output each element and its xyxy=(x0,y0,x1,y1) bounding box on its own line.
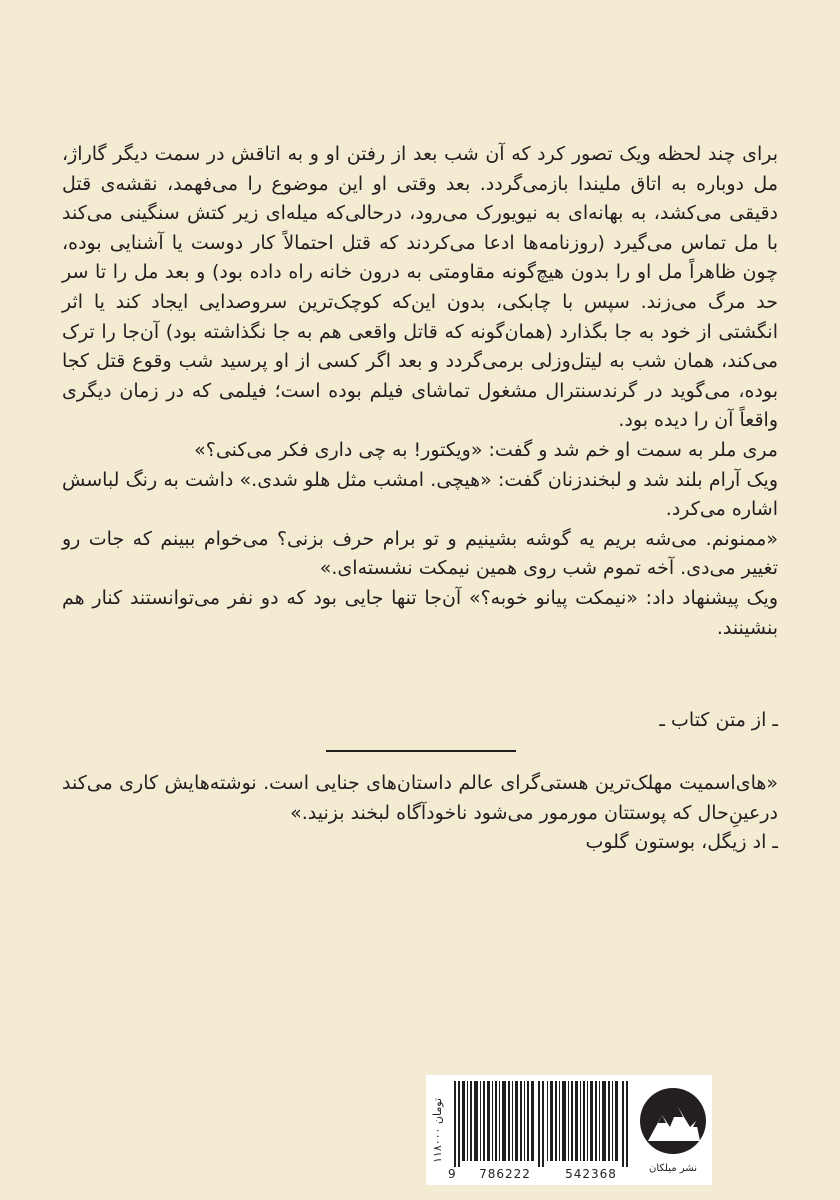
paragraph: ویک آرام بلند شد و لبخندزنان گفت: «هیچی. امشب مثل هلو شدی.» داشت به رنگ لباسش اشاره می‌کرد. xyxy=(62,468,778,521)
review-quote xyxy=(62,769,778,858)
publisher-name: نشر میلکان xyxy=(649,1163,697,1174)
paragraph: ویک پیشنهاد داد: «نیمکت پیانو خوبه؟» آن‌جا تنها جایی بود که دو نفر می‌توانستند کنار هم بنشینند. xyxy=(62,586,778,639)
source-note: ـ از متن کتاب ـ xyxy=(659,709,778,731)
paragraph: «ممنونم. می‌شه بریم یه گوشه بشینیم و تو برام حرف بزنی؟ می‌خوام ببینم که جات رو تغییر می‌دی. آخه تموم شب روی همین نیمکت نشسته‌ای.» xyxy=(62,527,778,580)
quote-text: «های‌اسمیت مهلک‌ترین هستی‌گرای عالم داستان‌های جنایی است. نوشته‌هایش کاری می‌کند درعینِ‌حال که پوستتان مورمور می‌شود ناخودآگاه لبخند بزنید.» xyxy=(62,772,778,824)
quote-attribution: ـ اد زیگل، بوستون گلوب xyxy=(585,831,778,854)
paragraph: برای چند لحظه ویک تصور کرد که آن شب بعد از رفتن او و به اتاقش در سمت دیگر گاراژ، مل دوباره به اتاق ملیندا بازمی‌گردد. بعد وقتی او این موضوع را می‌فهمد، نقشه‌ی قتل دقیقی می‌کشد، به بهانه‌ای به نیویورک می‌رود، درحالی‌که میله‌ای زیر کتش سنگینی می‌کند با مل تماس می‌گیرد (روزنامه‌ها ادعا می‌کردند که قتل احتمالاً کار دوست یا آشنایی بوده، چون ظاهراً مل او را بدون هیچ‌گونه مقاومتی به درون خانه راه داده بود) و بعد مل را تا سر حد مرگ می‌زند. سپس با چابکی، بدون این‌که کوچک‌ترین سروصدایی ایجاد کند یا اثر انگشتی از خود به جا بگذارد (همان‌گونه که قاتل واقعی هم به جا نگذاشته بود) آن‌جا را ترک می‌کند، همان شب به لیتل‌وزلی برمی‌گردد و بعد اگر کسی از او پرسید شب وقوع قتل کجا بوده، می‌گوید در گرندسنترال مشغول تماشای فیلم بوده است؛ فیلمی که در زمان دیگری واقعاً آن را دیده بود. xyxy=(62,143,778,432)
main-text xyxy=(62,140,778,643)
isbn-group-2: 542368 xyxy=(565,1167,617,1181)
isbn-number xyxy=(448,1167,638,1181)
paragraph: مری ملر به سمت او خم شد و گفت: «ویکتور! به چی داری فکر می‌کنی؟» xyxy=(194,438,778,461)
divider xyxy=(326,750,516,752)
publisher-logo xyxy=(638,1081,708,1181)
barcode-icon xyxy=(452,1081,636,1167)
price-label: ۱۱۸۰۰۰ تومان xyxy=(431,1097,444,1163)
isbn-group-1: 786222 xyxy=(479,1167,531,1181)
barcode-box xyxy=(426,1075,712,1185)
mountains-icon xyxy=(638,1081,708,1161)
isbn-first-digit: 9 xyxy=(448,1167,456,1181)
